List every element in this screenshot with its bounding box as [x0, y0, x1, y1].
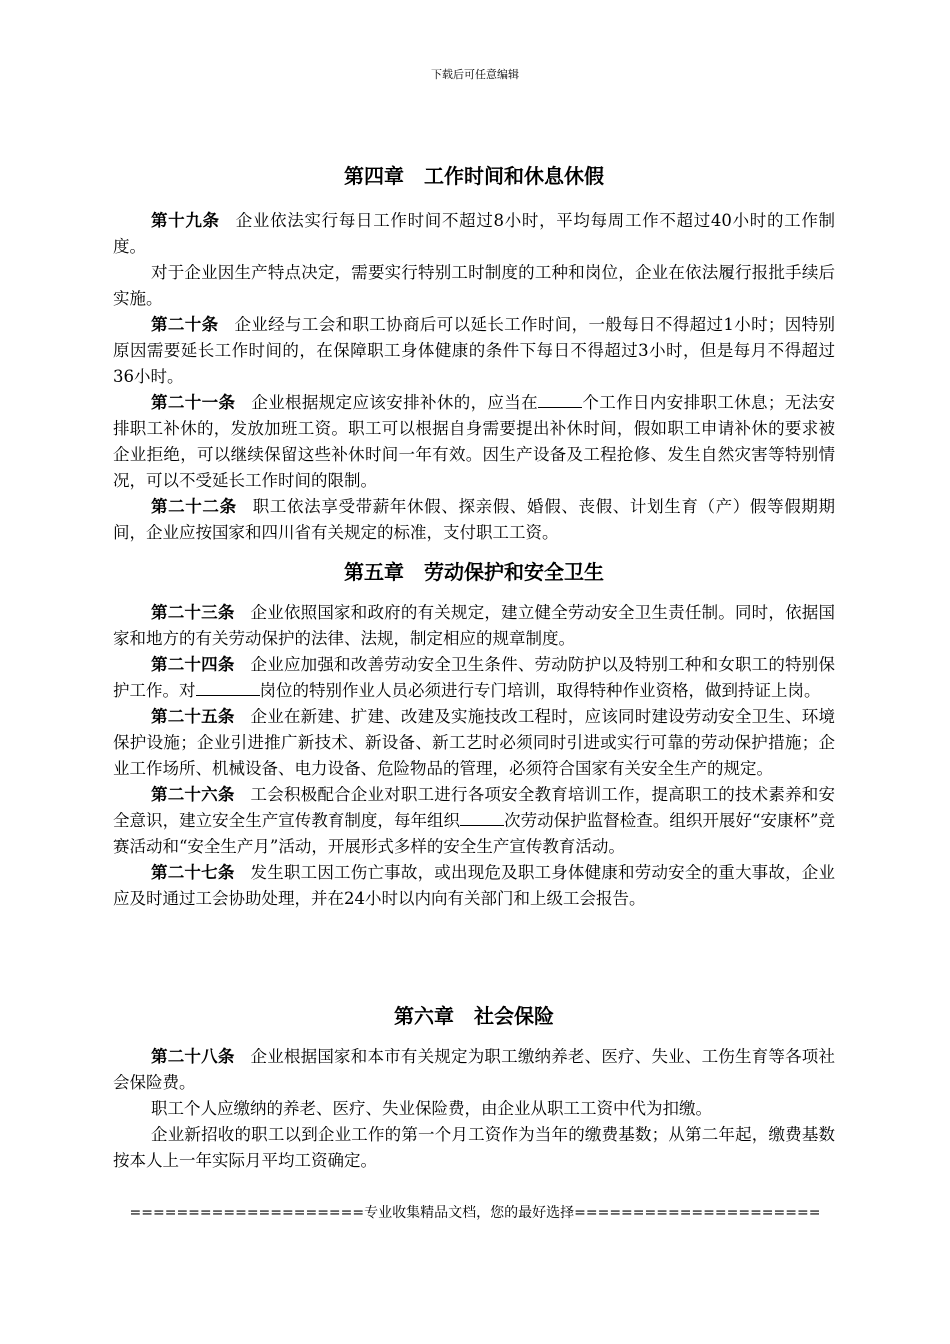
- article-20-label: 第二十条: [151, 315, 219, 334]
- page-footer: ====================专业收集精品文档，您的最好选择=====================: [129, 1205, 821, 1221]
- article-24-blank: [196, 679, 260, 696]
- article-27: [113, 860, 835, 912]
- article-26-blank: [460, 809, 504, 826]
- chapter-5-title: 第五章 劳动保护和安全卫生: [344, 560, 604, 584]
- article-28-paragraph-2: 职工个人应缴纳的养老、医疗、失业保险费，由企业从职工工资中代为扣缴。: [151, 1099, 712, 1118]
- article-23-label: 第二十三条: [151, 603, 235, 622]
- chapter-5-title-block: [113, 556, 835, 585]
- article-20: [113, 312, 835, 390]
- article-22-text: 职工依法享受带薪年休假、探亲假、婚假、丧假、计划生育（产）假等假期期间，企业应按国家和四川省有关规定的标准，支付职工工资。: [113, 497, 836, 542]
- article-24-label: 第二十四条: [151, 655, 235, 674]
- article-24-text-b: 岗位的特别作业人员必须进行专门培训，取得特种作业资格，做到持证上岗。: [259, 681, 821, 700]
- chapter-4-title: 第四章 工作时间和休息休假: [344, 164, 604, 188]
- article-24-text-a: 企业应加强和改善劳动安全卫生条件、劳动防护以及特别工种和女职工的特别保护工作。对: [113, 655, 836, 700]
- article-19: [113, 208, 835, 260]
- article-21-text-a: 企业根据规定应该安排补休的，应当在: [251, 393, 539, 412]
- article-22-label: 第二十二条: [151, 497, 237, 516]
- article-26-label: 第二十六条: [151, 785, 235, 804]
- article-22: [113, 494, 835, 546]
- article-24: [113, 652, 835, 704]
- article-21-text-b: 个工作日内安排职工休息；无法安排职工补休的，发放加班工资。职工可以根据自身需要提出补休时间，假如职工申请补休的要求被企业拒绝，可以继续保留这些补休时间一年有效。因生产设备及工程抢修、发生自然灾害等特别情况，可以不受延长工作时间的限制。: [113, 393, 836, 490]
- chapter-4-body: [113, 208, 835, 546]
- article-19-paragraph-2: 对于企业因生产特点决定，需要实行特别工时制度的工种和岗位，企业在依法履行报批手续后实施。: [113, 263, 835, 308]
- article-21-label: 第二十一条: [151, 393, 236, 412]
- chapter-6-title-block: [113, 1000, 835, 1029]
- article-26-text-b: 次劳动保护监督检查。组织开展好“安康杯”竞赛活动和“安全生产月”活动，开展形式多样的安全生产宣传教育活动。: [113, 811, 835, 856]
- chapter-4-title-block: [113, 160, 835, 189]
- article-21: [113, 390, 835, 494]
- article-19-label: 第十九条: [151, 211, 220, 230]
- article-25-text: 企业在新建、扩建、改建及实施技改工程时，应该同时建设劳动安全卫生、环境保护设施；企业引进推广新技术、新设备、新工艺时必须同时引进或实行可靠的劳动保护措施；企业工作场所、机械设备、电力设备、危险物品的管理，必须符合国家有关安全生产的规定。: [113, 707, 836, 778]
- article-25-label: 第二十五条: [151, 707, 235, 726]
- chapter-5-body: [113, 600, 835, 912]
- chapter-6-body: [113, 1044, 835, 1174]
- chapter-6-title: 第六章 社会保险: [394, 1004, 554, 1028]
- article-21-blank: [538, 391, 582, 408]
- article-20-text: 企业经与工会和职工协商后可以延长工作时间，一般每日不得超过1小时；因特别原因需要延长工作时间的，在保障职工身体健康的条件下每日不得超过3小时，但是每月不得超过36小时。: [113, 315, 835, 386]
- article-28-label: 第二十八条: [151, 1047, 235, 1066]
- article-28: [113, 1044, 835, 1096]
- article-27-label: 第二十七条: [151, 863, 235, 882]
- article-19-text: 企业依法实行每日工作时间不超过8小时，平均每周工作不超过40小时的工作制度。: [113, 211, 836, 256]
- article-26-text-a: 工会积极配合企业对职工进行各项安全教育培训工作，提高职工的技术素养和安全意识，建立安全生产宣传教育制度，每年组织: [113, 785, 836, 830]
- article-27-text: 发生职工因工伤亡事故，或出现危及职工身体健康和劳动安全的重大事故，企业应及时通过工会协助处理，并在24小时以内向有关部门和上级工会报告。: [113, 863, 836, 908]
- page-header: 下载后可任意编辑: [431, 68, 519, 81]
- article-23-text: 企业依照国家和政府的有关规定，建立健全劳动安全卫生责任制。同时，依据国家和地方的有关劳动保护的法律、法规，制定相应的规章制度。: [113, 603, 836, 648]
- article-23: [113, 600, 835, 652]
- article-26: [113, 782, 835, 860]
- article-28-paragraph-3: 企业新招收的职工以到企业工作的第一个月工资作为当年的缴费基数；从第二年起，缴费基数按本人上一年实际月平均工资确定。: [113, 1125, 835, 1170]
- article-28-text: 企业根据国家和本市有关规定为职工缴纳养老、医疗、失业、工伤生育等各项社会保险费。: [113, 1047, 836, 1092]
- article-25: [113, 704, 835, 782]
